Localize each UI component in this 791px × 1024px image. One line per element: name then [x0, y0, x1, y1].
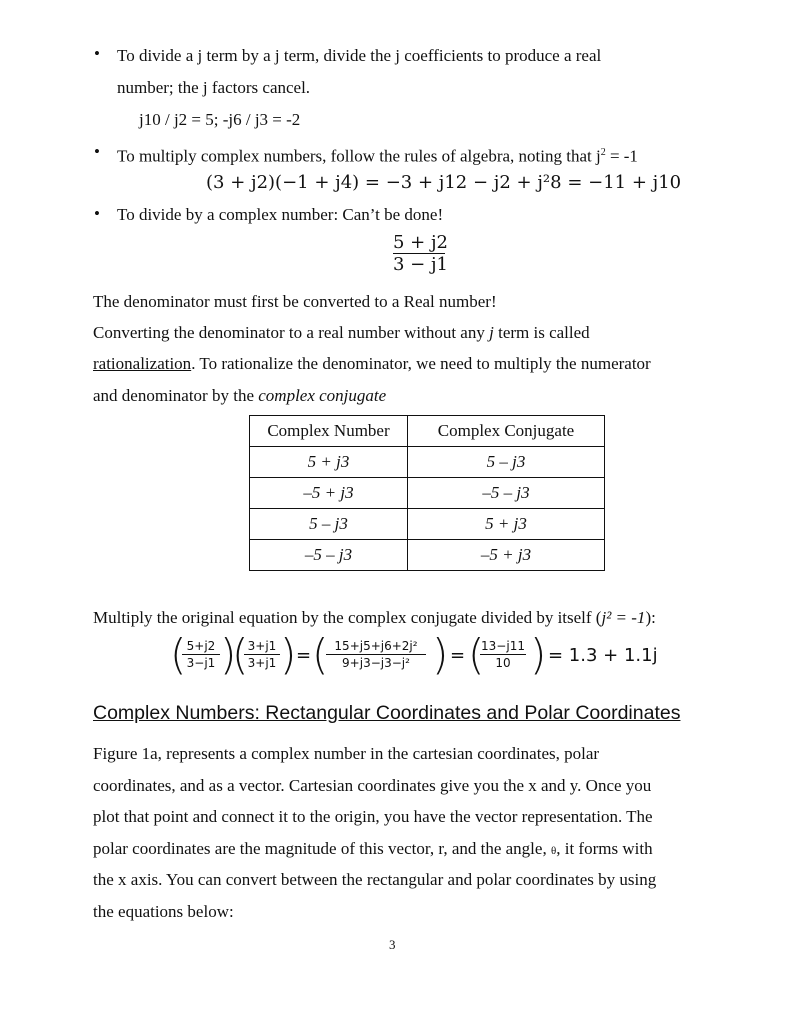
multiply-text: Multiply the original equation by the complex conjugate divided by itself (j² = -1):: [93, 608, 656, 627]
equals-sign: =: [296, 645, 312, 666]
table-cell: 5 – j3: [408, 447, 605, 478]
fraction-denominator: 3−j1: [186, 656, 216, 670]
division-fraction: [393, 232, 449, 275]
fraction-numerator: 5 + j2: [393, 232, 449, 253]
theta-symbol: θ: [550, 845, 557, 857]
fraction-numerator: 13−j11: [481, 639, 525, 653]
fraction-numerator: 5+j2: [186, 639, 216, 653]
table-row: [250, 447, 605, 478]
equals-sign: =: [450, 645, 466, 666]
table-cell: –5 – j3: [250, 540, 408, 571]
bullet-3-text: To divide by a complex number: Can’t be done!: [117, 205, 444, 224]
para-2-line-2: coordinates, and as a vector. Cartesian coordinates give you the x and y. Once you: [93, 776, 652, 795]
fraction-denominator: 9+j3−j3−j²: [342, 656, 410, 670]
bullet-1-example: j10 / j2 = 5; -j6 / j3 = -2: [139, 110, 301, 129]
fraction-4: [480, 638, 526, 671]
table-cell: –5 + j3: [408, 540, 605, 571]
section-heading: Complex Numbers: Rectangular Coordinates and Polar Coordinates: [93, 702, 681, 724]
fraction-numerator: 15+j5+j6+2j²: [334, 639, 418, 653]
para-1-line-4: and denominator by the complex conjugate: [93, 386, 387, 405]
table-row: [250, 478, 605, 509]
bullet-marker: •: [94, 142, 100, 161]
fraction-denominator: 10: [495, 656, 511, 670]
table-cell: 5 – j3: [250, 509, 408, 540]
fraction-denominator: 3 − j1: [393, 254, 449, 275]
bullet-2-text: To multiply complex numbers, follow the rules of algebra, noting that $j^2 = -1$: [117, 146, 638, 166]
table-cell: –5 – j3: [408, 478, 605, 509]
para-2-line-3: plot that point and connect it to the origin, you have the vector representation. The: [93, 807, 653, 826]
table-header-row: [250, 416, 605, 447]
para-1-line-1: The denominator must first be converted to a Real number!: [93, 292, 497, 311]
equation-result: = 1.3 + 1.1j: [548, 645, 658, 666]
para-2-line-6: the equations below:: [93, 902, 234, 921]
table-row: [250, 509, 605, 540]
bullet-marker: •: [94, 44, 100, 63]
bullet-1-line-1: To divide a j term by a j term, divide the j coefficients to produce a real: [117, 46, 602, 65]
table-row: [250, 540, 605, 571]
table-cell: –5 + j3: [250, 478, 408, 509]
multiply-equation: (3 + j2)(−1 + j4) = −3 + j12 − j2 + j²8 = −11 + j10: [206, 172, 682, 193]
para-1-line-2: Converting the denominator to a real number without any j term is called: [93, 323, 590, 342]
table-cell: 5 + j3: [250, 447, 408, 478]
bullet-marker: •: [94, 204, 100, 223]
para-2-line-1: Figure 1a, represents a complex number in the cartesian coordinates, polar: [93, 744, 600, 763]
table-header: Complex Number: [250, 416, 408, 447]
fraction-1: [182, 638, 220, 671]
fraction-2: [244, 638, 280, 671]
para-2-line-4: polar coordinates are the magnitude of this vector, r, and the angle, θ, it forms with: [93, 839, 653, 858]
fraction-denominator: 3+j1: [247, 656, 277, 670]
page-number: 3: [389, 937, 396, 952]
table-header: Complex Conjugate: [408, 416, 605, 447]
para-2-line-5: the x axis. You can convert between the rectangular and polar coordinates by using: [93, 870, 657, 889]
fraction-numerator: 3+j1: [247, 639, 277, 653]
para-1-line-3: rationalization. To rationalize the denominator, we need to multiply the numerator: [93, 354, 651, 373]
conjugate-table: [249, 415, 605, 571]
fraction-3: [326, 638, 426, 671]
table-cell: 5 + j3: [408, 509, 605, 540]
bullet-1-line-2: number; the j factors cancel.: [117, 78, 311, 97]
rationalization-term: rationalization: [93, 354, 192, 373]
